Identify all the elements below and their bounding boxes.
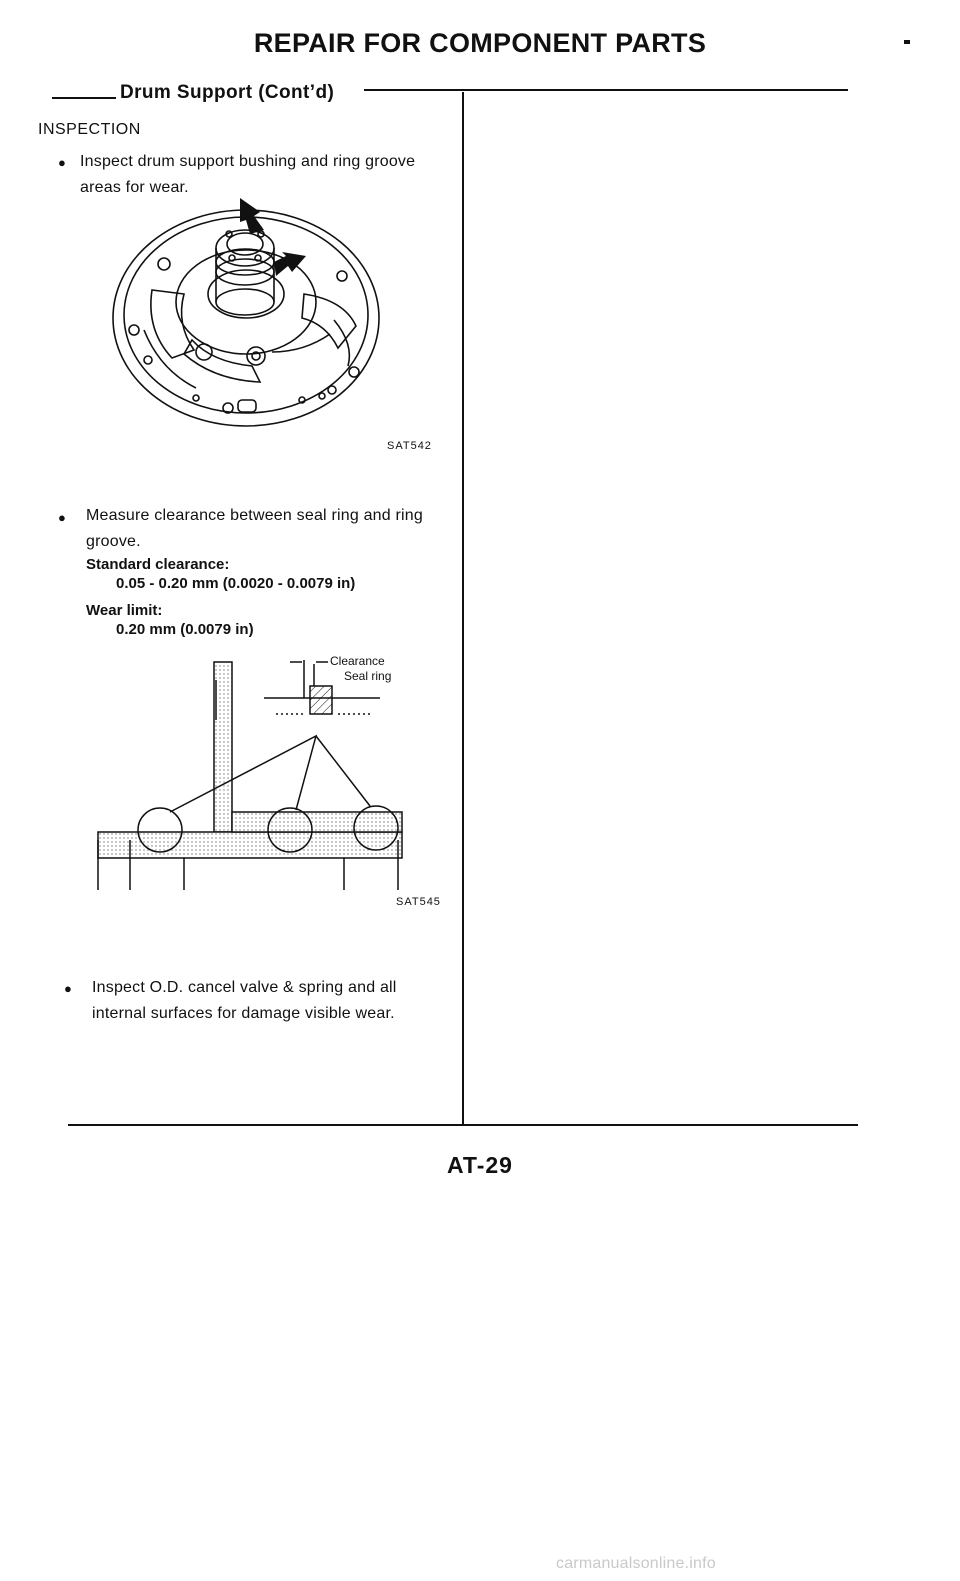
wear-limit-label: Wear limit:	[86, 602, 163, 619]
section-rule-left	[52, 97, 116, 99]
drum-support-illustration	[104, 190, 394, 440]
wear-limit-value: 0.20 mm (0.0079 in)	[116, 621, 254, 638]
item-2-text	[86, 503, 423, 555]
item-1-line-2: areas for wear.	[80, 179, 189, 196]
item-2-line-1: Measure clearance between seal ring and ring	[86, 507, 423, 524]
figure-1-code: SAT542	[387, 440, 432, 452]
item-3-text	[92, 975, 397, 1027]
clearance-label: Clearance	[330, 654, 385, 668]
footer-watermark: carmanualsonline.info	[556, 1555, 716, 1572]
figure-2-code: SAT545	[396, 896, 441, 908]
column-divider	[462, 92, 464, 1124]
bullet-icon: ●	[58, 510, 66, 525]
page-number: AT-29	[447, 1152, 513, 1178]
item-2-line-2: groove.	[86, 533, 141, 550]
item-3-line-2: internal surfaces for damage visible wear.	[92, 1005, 395, 1022]
section-rule-right	[364, 89, 848, 91]
item-3-line-1: Inspect O.D. cancel valve & spring and all	[92, 979, 397, 996]
seal-ring-clearance-diagram	[90, 640, 410, 890]
page-title: REPAIR FOR COMPONENT PARTS	[253, 28, 707, 58]
inspection-heading: INSPECTION	[38, 121, 141, 138]
corner-mark	[904, 40, 910, 44]
standard-clearance-label: Standard clearance:	[86, 556, 230, 573]
bottom-rule	[68, 1124, 858, 1126]
seal-ring-label: Seal ring	[344, 669, 392, 683]
bullet-icon: ●	[64, 981, 72, 996]
bullet-icon: ●	[58, 155, 66, 170]
section-title: Drum Support (Cont’d)	[120, 82, 335, 103]
item-1-line-1: Inspect drum support bushing and ring groove	[80, 153, 416, 170]
standard-clearance-value: 0.05 - 0.20 mm (0.0020 - 0.0079 in)	[116, 575, 356, 592]
